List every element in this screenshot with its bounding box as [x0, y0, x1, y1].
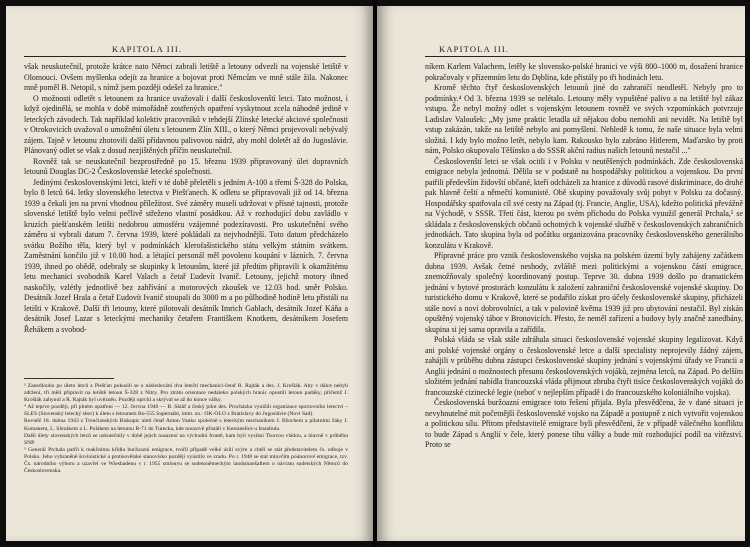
left-page: [6, 6, 373, 541]
left-paragraph-2: O možnosti odletět s letounem za hranice uvažovali i další českoslovenští letci. Tato možnost, i když ojedinělá, se mohla v době mimořádně zostřených opatření vyskytnout zcela náhodně jedině v leteckých závodech. Tak například kolektiv pracovníků v tehdejší Zlínské letecké akciové společnosti v Otrokovicích uvažoval o umožnění úletu s letounem Zlín XIII., o který Němci projevovali nebývalý zájem. Tajně v letounu zhotovili další přídavnou palivovou nádrž, aby mohl doletět až do Jugoslávie. Plánovaný odlet se však z dosud nezjištěných příčin neuskutečnil.: [24, 93, 348, 155]
right-header-rule: [425, 56, 745, 57]
left-running-head: KAPITOLA III.: [112, 44, 183, 54]
left-paragraph-4: Jedinými československými letci, kteří v té době přeletěli s jedním A-100 a třemi Š-328 do Polska, bylo 8 letců 64. letky slovenského letectva v Piešťanech. K odletu se připravovali již od 14. března 1939 a čekali jen na první vhodnou příležitost. Své záměry museli udržovat v přísné tajnosti, protože slovenské letiště bylo velmi pečlivě střeženo vlastní posádkou. Až v rozhodující dobu zavládlo v kruzích piešťanském letišti nedobrou atmosféru vzájemné podezíravosti. Pro uskutečnění svého záměru si vybrali datum 7. června 1939, které pokládali za nejvhodnější. Toto datum předcházelo svátku Božího těla, který byl v podmínkách klerofašistického státu velkým státním svátkem. Zaměstnání končilo již v 10.00 hod. a létající personál měl povoleno koupání v lázních. 7. června 1939, ihned po obědě, odebraly se skupinky k letounům, které již předtím připravili k okamžitému letu mechanici svobodník Karel Valach a četař Ľudevít Ivanič. Letouny, jejichž motory ihned naskočily, vzlétly jednotlivě bez zahřívání a motorových zkoušek ve 12.03 hod. směr Polsko. Desátník Jozef Hrala a četař Ľudovít Ivanič stoupali do 3000 m a po půlhodině hodině letu přistáli na letišti v Krakově. Další tři letouny, které pilotovali desátník Imrich Gablach, desátník Jozef Káňa a desátník Josef Lazar s leteckými mechaniky četařem Františkem Knotkem, desátníkem Josefem Řehákem a svobod-: [24, 177, 348, 334]
footnote-4-cont-a: Rovněž 18. dubna 1943 z Trenčianských Biskupic uletl četař Anton Vanko společně s leteckým mechanikem J. Bžochem a pilotními žáky J. Komanem, L. Slezákem a L. Polákem na letounu B-71 do Turecka, kde nouzově přistáli v Kestanelice u Istanbulu.: [24, 418, 348, 432]
footnote-4: ⁴ Až teprve později, při plném opatření — 12. června 1940 — B. Skláf a český pilot des. Procházka vyuižili organizace sportovního letectví – SLES (Slovenský letecký sbor) k úletu s letounem Bo-555 Supernábt, imm. zn.: OK-OLO z Bratislavy do Jugoslávie (Novi Sad).: [24, 404, 348, 418]
right-paragraph-1: níkem Karlem Valachem, letěly ke slovensko-polské hranici ve výši 800–1000 m, dosažení hranice pokračovaly v přízemním letu do Dęblina, kde přistály po tři hodinách letu.: [425, 62, 743, 82]
footnote-4-cont-b: Další úlety slovenských letců se uskutečnily v době jejich nasazení na východní frontě, kam byli vysláni Tisovou vládou, a hlavně v průběhu SNP.: [24, 432, 348, 446]
right-page: [377, 6, 745, 541]
right-running-head: KAPITOLA III.: [439, 44, 510, 54]
right-paragraph-6: Československá buržoazní emigrace toto řešení přijala. Byla přesvědčena, že v dané situaci je nevyhnutelné mít početnější československé vojsko na Západě a postupně z nich vytvořit vojenskou a politickou sílu. Přitom představitelé emigrace byli přesvědčeni, že v případě válečného konfliktu to bude Západ s Anglií v čele, který ponese tíhu války a bude mít rozhodující podíl na vítězství. Proto se: [425, 398, 743, 449]
footnote-rule: [24, 378, 114, 379]
footnote-3: ³ Zanedlouho po úletu letců z Piešťan pokusili se o následování dva letečtí mechanici-četař R. Rajták a des. J. Krošlák. Aby v dálce nebyli zdrženi, tři měli připravit na letiště letoun Š-328 z Nitry. Pro ztrátu orientace nedaleko polských hranic opustili letoun padáky, přičemž J. Krošlák zahynul a R. Rajták byl uvězněn. Později uprchl a skrýval se až do konce války.: [24, 383, 348, 404]
footnote-5: ⁵ Generál Prchala patřil k reakčnímu křídlu buržoazní emigrace, tvořil případě velké úsilí svým a chtěl se stát představitelem čs. odboje v Polsku. Jeho vyhraněně šovinistické a protisovětské stanovisko později vyústilo ve zradu. Po r. 1948 se stal mluvčím poúnorové emigrace, tzv. Čs. národního výboru a uzavřel ve Wiesbadenu v r. 1955 smlouvu se sudetoněmeckým landsmanšaftem o návratu sudetských Němců do Československa.: [24, 446, 348, 475]
right-paragraph-2: Kromě těchto čtyř československých letounů jiné do zahraničí neodletěl. Nebyly pro to podmínky.⁴ Od 3. března 1939 se nelétalo. Letouny měly vypuštěné palivo a na letiště byl zákaz vstupu. Že nebyl možný odlet s vojenským letounem rovněž ve svých vzpomínkách potvrzuje Ladislav Valoušek: „My jsme praktic letadla už nějakou dobu nemohli ani nevidět. Na letiště byl vstup zakázán, takže na letiště nebylo ani pomyšlení. Nehledě k tomu, že naše situace byla velmi složitá. I kdy bylo možno letět, nebylo kam. Rakousko bylo zabráno Hitlerem, Maďarsko by proti nám, Polsko okupovalo Těšínsko a do SSSR akční radius našich letounů nestačil ...": [425, 83, 743, 155]
left-paragraph-3: Rovněž tak se neuskutečnil bezprostředně po 15. březnu 1939 připravovaný úlet dopravních letounů Douglas DC-2 Československé letecké společnosti.: [24, 156, 348, 176]
right-body-text: [425, 62, 743, 451]
right-paragraph-5: Polská vláda se však stále zdráhala situaci československé vojenské skupiny legalizovat. Když ani polské vojenské orgány o československé letce a další specialisty neprojevily žádný zájem, zahájili v průběhu dubna zástupci československé skupiny jednání s vojenskými úřady ve Francii a Anglii jednání o možnostech přesunu československých vojáků, zejména letců, na Západ. Po delším složitém jednání nabídla francouzská vláda přijmout zhruba čtyři tisíce československých vojáků do francouzské cizinecké legie (neboť v nejlepším případě i do francouzského koloniálního vojska).: [425, 335, 743, 397]
left-paragraph-1: však neuskutečnil, protože krátce nato Němci zabrali letiště a letouny odvezli na vojenské letiště v Olomouci. Ovšem myšlenka odejít za hranice a bojovat proti Němcům ve mně stále žila. Nakonec mně poměl B. Netopil, s nímž jsem později odešel za hranice.": [24, 62, 348, 92]
left-body-text: [24, 62, 348, 335]
left-header-rule: [24, 56, 346, 57]
footnotes: [24, 383, 348, 475]
right-paragraph-4: Přípravné práce pro vznik československého vojska na polském území byly zahájeny začátkem dubna 1939. Avšak četné neshody, zvláště mezi politickými a vojenskou částí emigrace, znemožňovaly společný koordinovaný postup. Teprve 30. dubna 1939 došlo po dramatickém jednání v bytové prostorách konzulátu k založení zahraniční československé vojenské skupiny. Do turistického domu v Krakově, které se podařilo získat pro účely československé skupiny, přicházeli stále noví a noví dobrovolníci, a tak v polovině května 1939 již pro ubytování nestačil. Byl získán opuštěný vojenský tábor v Bronovicích. Přesto, že neměl zařízení a budovy byly značně zanedbány, skupina si jej sama opravila a zařídila.: [425, 251, 743, 334]
right-paragraph-3: Českoslovenští letci se však ocitli i v Polsku v neutěšených podmínkách. Zde československá emigrace nebyla jednotná. Dělila se v podstatě na hospodářsky politickou a vojenskou. Do první patřili především židovští občané, kteří odcházeli za hranice z důvodů rasové diskriminace, do druhé pak hlavně čeští a němečtí komunisté. Obě skupiny považovaly svůj pobyt v Polsku za dočasný. Hospodářsky spatřovala cíl své cesty na Západ (tj. Francie, Anglie, USA), kdežto politická převážně na Východě, v SSSR. Třetí část, kterou po svém příchodu do Polska vyuužil generál Prchala,⁵ se skládala z československých občanů ochotných k vojenské službě v československých zahraničních jednotkách. Tato skupina byla od počátku organizována pracovníky československého generálního konzulátu v Krakově.: [425, 156, 743, 250]
